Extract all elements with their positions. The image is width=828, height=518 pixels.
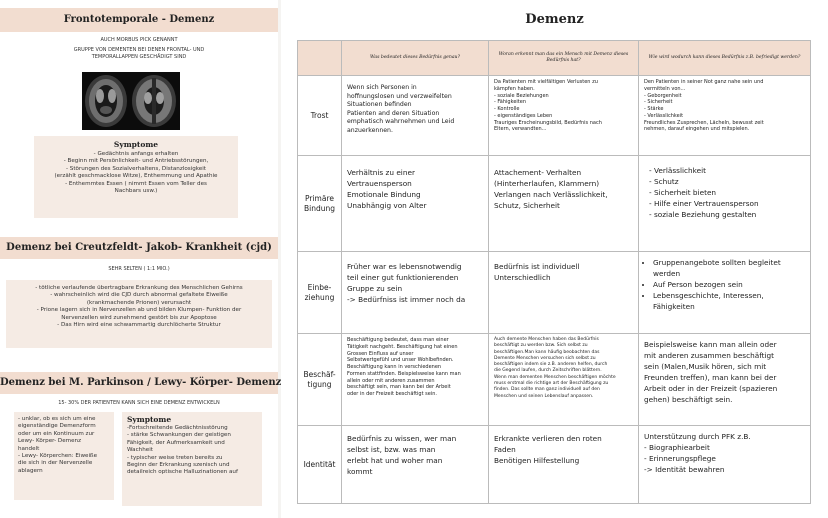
cell-line: hoffnungslosen und verzweifelten [347,92,452,100]
cell-line: - Schutz [649,176,679,186]
cell-line: Beschäftigung bedeutet, dass man einer [347,337,449,343]
section3-left-lines [14,412,114,479]
cell-line: muss erstmal die richtige art der Beschäftigung zu [494,381,609,387]
cell-line: beschäftigt sein, man kann bei der Arbeit [347,384,451,391]
right-page [281,0,828,518]
cell-line: Den Patienten in seiner Not ganz nahe sein und [644,79,764,85]
cell-line: erlebt hat und woher man [347,455,443,465]
cell-line: Benötigen Hilfestellung [494,455,580,465]
section1-subtitle: AUCH MORBUS PICK GENANNT [100,37,178,43]
section1-description-line: GRUPPE VON DEMENTEN BEI DENEN FRONTAL- UND [73,47,205,53]
cell-line: -> Bedürfniss ist immer noch da [347,294,466,304]
cell-line: Unabhängig von Alter [347,200,427,210]
section1-title: Frontotemporale - Demenz [63,14,215,25]
table-row [298,156,811,252]
section3-title: Demenz bei M. Parkinson / Lewy- Körper- Demenz [0,377,282,388]
section3-left-line: eigenständige Demenzform [18,423,96,430]
satisfaction-bullet-list [644,258,805,313]
cell-line: finden. Das sollte man ganz individuell auf den [494,387,600,393]
cell-line: kämpfen haben. [494,85,535,92]
cell-line: -> Identität bewahren [644,464,725,474]
row-label-line: Identität [303,459,336,469]
list-item: • Auf Person bezogen sein [653,280,805,291]
section3-left-box [14,412,114,500]
section2-box [6,280,272,348]
row-label-line: Primäre [305,193,334,203]
section2-line: - tötliche verlaufende übertragbare Erkrankung des Menschlichen Gehirns [35,285,243,291]
symptom-line: Fähigkeit, der Aufmerksamkeit und [127,439,225,446]
section2-line: - Prione lagern sich in Nervenzellen ab und bilden Klumpen- Funktion der [36,307,242,314]
symptom-line: - stärke Schwankungen der geistigen [127,432,231,439]
cell-line: Demente Menschen versuchen sich selbst zu [494,355,596,361]
left-page [0,0,282,518]
cell-line: vermitteln von... [644,85,686,92]
cell-line: - Sicherheit bieten [649,187,717,197]
cell-line: Menschen und seinen Lebenslauf anpassen. [494,393,594,399]
cell-line: - Erinnerungspflege [644,453,716,463]
page-title: Demenz [525,12,584,27]
cell-line: beschäftigt zu werden bzw. Sich selbst zu [494,343,588,349]
cell-line: allein oder mit anderen zusammen [347,377,435,384]
row-label-line: Einbe- [307,282,332,292]
cell-line: gehen) beschäftigt sein. [644,394,733,404]
symptom-line: Nachbars usw.) [114,187,158,194]
cell-line: Grossen Einfluss auf unser [347,350,414,357]
cell-line: Tätigkeit nachgeht. Beschäftigung hat einen [347,343,458,350]
row-label-einbeziehung [298,252,342,334]
symptom-line: - typischer weise treten bereits zu [127,454,223,461]
row-label-primaere-bindung [298,156,342,252]
cell-line: Emotionale Bindung [347,189,421,199]
cell-line: Selbstwertgefühl und unser Wohlbefinden. [347,357,454,364]
cell-line: Bedürfnis zu wissen, wer man [347,434,457,443]
cell-line: sein (Malen,Musik hören, sich mit [644,361,767,371]
cell-line: Attachement- Verhalten [494,168,582,177]
cell-line: Freunden treffen), man kann bei der [644,372,777,382]
cell-line: - soziale Beziehung gestalten [649,209,757,219]
section3-left-line: Lewy- Körper- Demenz [18,438,82,445]
row-label-line: Bindung [303,203,335,213]
section2-title: Demenz bei Creutzfeldt- Jakob- Krankheit (cjd) [6,242,272,253]
cell-line: Eltern, verwandten... [494,126,547,133]
cell-recognition [489,156,639,252]
section1-description-line: TEMPORALLAPPEN GESCHÄDIGT SIND [91,53,187,60]
symptom-line: - Enthemmtes Essen ( nimmt Essen vom Teller des [65,180,207,187]
symptom-line: - Beginn mit Persönlichkeit- und Antriebsstörungen, [63,158,209,165]
row-label-line: tigung [307,379,332,389]
cell-line: - Verlässlichkeit [644,112,684,119]
table-row [298,334,811,426]
cell-satisfaction [639,426,811,504]
cell-line: Vertrauensperson [347,178,412,188]
symptom-line: - Störungen des Sozialverhaltens, Distanzlosigkeit [65,165,207,172]
cell-line: emphatisch wahrnehmen und Leid [347,118,455,126]
column-header-recognition: Woran erkennt man das ein Mensch mit Demenz dieses Bedürfnis hat? [489,41,639,76]
list-item: • Gruppenangebote sollten begleitet werden [653,258,805,280]
cell-line: Da Patienten mit vielfältigen Verlusten zu [494,79,598,85]
cell-line: Unterschiedlich [494,272,551,282]
table-row [298,252,811,334]
cell-line: - Stärke [644,106,664,112]
section3-left-line: oder um ein Kontinuum zur [18,430,95,437]
symptom-line: -Fortschreitende Gedächtnisstörung [127,425,228,431]
section2-line: (krankmachende Prionen) verursacht [86,299,192,306]
section1-description [20,47,258,61]
section2-line: Nervenzellen wird zunehmend gestört bis zur Apoptose [61,314,217,321]
list-item: • Lebensgeschichte, Interessen, Fähigkeiten [653,291,805,313]
section2-lines [6,280,272,329]
cell-line: beschäftigen.Man kann häufig beobachten das [494,349,600,355]
cell-line: Unterstützung durch PFK z.B. [644,432,751,441]
cell-line: Freundliches Zusprechen, Lächeln, bewusst zeit [644,119,764,126]
section2-subtitle: SEHR SELTEN ( 1:1 MIO.) [108,266,170,272]
cell-line: mit anderen zusammen beschäftigt [644,350,775,360]
cell-line: - Biographiearbeit [644,442,710,452]
section1-symptoms-list [34,151,238,195]
row-label-line: Trost [310,110,329,120]
cell-line: beschäftigen indem sie z.B. anderen helfen, durch [494,362,608,368]
section2-line: - wahrscheinlich wird die CJD durch abnormal gefaltete Eiweiße [50,292,228,299]
cell-line: Faden [494,444,516,454]
cell-meaning [342,76,489,156]
table-header-row [298,41,811,76]
section3-symptoms-title: Symptome [127,415,172,424]
cell-line: oder in der Freizeit beschäftigt sein. [347,391,437,397]
section3-left-line: handelt [18,445,40,452]
cell-line: Beschäftigung kann in verschiedenen [347,364,442,370]
section3-symptoms-list [122,425,262,477]
cell-satisfaction [639,76,811,156]
section1-symptoms-title: Symptome [113,140,159,149]
cell-line: Gruppe zu sein [347,283,403,293]
cell-meaning [342,156,489,252]
cell-line: Situationen befinden [347,101,412,109]
cell-line: Trauriges Erscheinungsbild, Bedürfnis nach [494,119,602,126]
cell-line: Formen stattfinden. Beispielsweise kann man [347,370,461,377]
cell-line: Verhältnis zu einer [347,168,415,177]
cell-satisfaction [639,252,811,334]
column-header-meaning: Was bedeutet dieses Bedürfnis genau? [342,41,489,76]
cell-recognition [489,426,639,504]
cell-line: Wenn man dementen Menschen beschäftigen möchte [494,374,616,380]
table-row [298,76,811,156]
cell-line: - soziale Beziehungen [494,92,549,99]
cell-line: - Fähigkeiten [494,99,526,106]
cell-line: teil einer gut funktionierenden [347,272,459,282]
row-label-line: ziehung [304,292,335,302]
cell-line: Auch demente Menschen haben das Bedürfnis [494,337,599,342]
table-row [298,426,811,504]
cell-line: Früher war es lebensnotwendig [347,262,462,271]
cell-recognition [489,252,639,334]
section3-left-line: die sich in der Nervenzelle [18,460,93,467]
section3-left-line: - unklar, ob es sich um eine [18,416,96,422]
cell-line: Beispielsweise kann man allein oder [644,340,777,349]
cell-recognition [489,76,639,156]
cell-meaning [342,334,489,426]
section3-left-line: ablagern [18,467,43,474]
cell-meaning [342,252,489,334]
cell-line: - Verlässlichkeit [649,166,707,175]
column-header-empty [298,41,342,76]
cell-line: - eigenständiges Leben [494,112,553,119]
symptom-line: - Gedächtnis anfangs erhalten [93,151,179,157]
cell-line: - Sicherheit [644,99,673,106]
cell-line: die Gegend laufen, durch Zeitschriften blättern. [494,368,602,374]
column-header-satisfaction: Wie wird wodurch kann dieses Bedürfnis z.B. befriedigt werden? [639,41,811,76]
row-label-trost [298,76,342,156]
cell-line: Erkrankte verlieren den roten [494,434,602,443]
brain-scan-image [82,72,180,130]
section3-left-line: - Lewy- Körperchen: Eiweiße [18,452,98,459]
brain-scan-graphic [82,72,180,130]
cell-line: selbst ist, bzw. was man [347,444,436,454]
cell-line: Verlangen nach Verlässlichkeit, [494,189,608,199]
cell-line: - Hilfe einer Vertrauensperson [649,198,759,208]
symptom-line: Beginn der Erkrankung szenisch und [127,461,230,468]
symptom-line: detailreich optische Halluzinationen auf [127,469,238,476]
cell-line: anzuerkennen. [347,126,393,134]
cell-satisfaction [639,334,811,426]
section3-symptoms-box [122,412,262,506]
row-label-beschaeftigung [298,334,342,426]
cell-meaning [342,426,489,504]
cell-recognition [489,334,639,426]
section3-subtitle: 15- 30% DER PATIENTEN KANN SICH EINE DEMENZ ENTWICKELN [58,400,220,406]
row-label-identitaet [298,426,342,504]
cell-line: Bedürfnis ist individuell [494,262,580,271]
row-label-line: Beschäf- [303,369,336,379]
cell-line: Arbeit oder in der Freizeit (spazieren [644,383,778,393]
symptom-line: Wachheit [127,447,153,454]
cell-line: nehmen, darauf eingehen und mitspielen. [644,126,750,133]
cell-line: Patienten and deren Situation [347,109,440,117]
cell-line: (Hinterherlaufen, Klammern) [494,178,600,188]
cell-line: - Kontrolle [494,106,520,112]
cell-line: Wenn sich Personen in [347,84,417,91]
cell-line: Schutz, Sicherheit [494,200,560,210]
cell-line: kommt [347,466,373,476]
cell-satisfaction [639,156,811,252]
symptom-line: (erzählt geschmacklose Witze), Enthemmung und Apathie [54,173,218,180]
needs-table [297,40,811,504]
cell-line: - Geborgenheit [644,92,682,99]
section2-line: - Das Hirn wird eine schwammartig durchlöcherte Struktur [57,321,221,328]
section1-symptoms-box [34,136,238,218]
